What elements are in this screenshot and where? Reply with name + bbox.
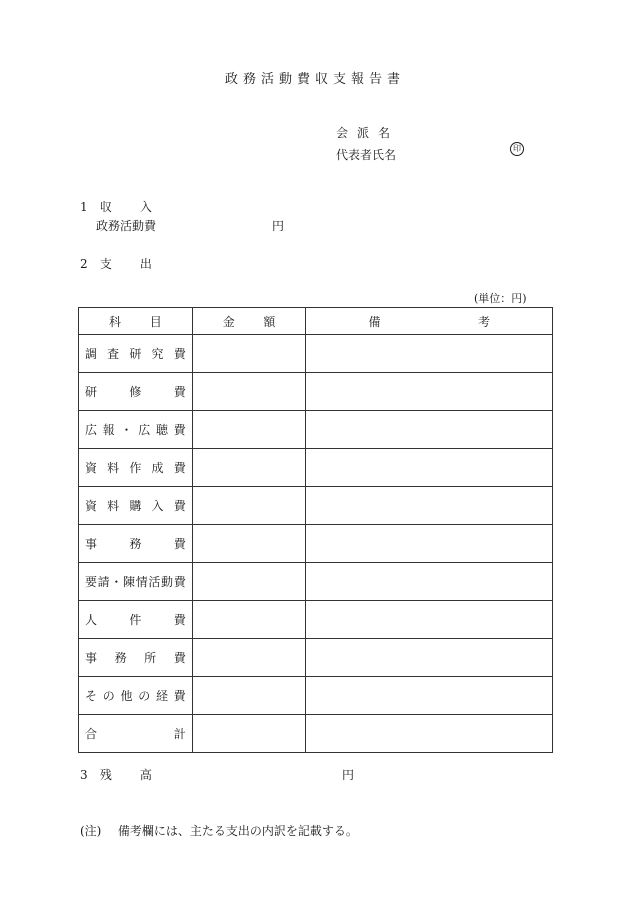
category-label: 研 修 費 <box>85 385 186 399</box>
footnote-text: 備考欄には、主たる支出の内訳を記載する。 <box>117 824 358 838</box>
balance-unit: 円 <box>342 768 355 782</box>
remarks-cell[interactable] <box>306 449 553 487</box>
section-label: 収入 <box>99 200 180 214</box>
category-label: 事 務 費 <box>85 537 186 551</box>
amount-cell[interactable] <box>192 639 306 677</box>
category-cell <box>79 715 193 753</box>
category-cell <box>79 487 193 525</box>
category-label: 要 請 ・ 陳 情 活 動 費 <box>85 575 186 589</box>
table-row <box>79 487 553 525</box>
category-cell <box>79 449 193 487</box>
amount-cell[interactable] <box>192 449 306 487</box>
header-char: 考 <box>477 314 490 329</box>
amount-cell[interactable] <box>192 563 306 601</box>
remarks-cell[interactable] <box>306 373 553 411</box>
category-label: 資 料 作 成 費 <box>85 461 186 475</box>
section-balance-heading <box>80 766 180 783</box>
amount-cell[interactable] <box>192 525 306 563</box>
remarks-cell[interactable] <box>306 411 553 449</box>
expense-table <box>78 307 553 753</box>
category-cell <box>79 373 193 411</box>
table-row <box>79 601 553 639</box>
footnote-tag: (注) <box>80 824 102 838</box>
header-category <box>79 308 193 335</box>
category-cell <box>79 335 193 373</box>
category-cell <box>79 563 193 601</box>
amount-cell[interactable] <box>192 601 306 639</box>
table-row <box>79 639 553 677</box>
category-label: 合 計 <box>85 727 186 741</box>
category-label: 人 件 費 <box>85 613 186 627</box>
header-char: 額 <box>263 314 276 329</box>
category-cell <box>79 677 193 715</box>
remarks-cell[interactable] <box>306 335 553 373</box>
category-cell <box>79 601 193 639</box>
table-row <box>79 677 553 715</box>
document-title: 政務活動費収支報告書 <box>224 72 405 87</box>
section-label: 支出 <box>99 257 180 271</box>
amount-cell[interactable] <box>192 715 306 753</box>
category-label: そ の 他 の 経 費 <box>85 689 186 703</box>
seal-icon: 印 <box>510 142 524 156</box>
table-header-row <box>79 308 553 335</box>
header-remarks <box>306 308 553 335</box>
amount-cell[interactable] <box>192 335 306 373</box>
table-row <box>79 563 553 601</box>
section-expense-heading <box>80 255 180 272</box>
header-char: 科 <box>109 314 122 329</box>
category-label: 事 務 所 費 <box>85 651 186 665</box>
remarks-cell[interactable] <box>306 487 553 525</box>
category-cell <box>79 525 193 563</box>
remarks-cell[interactable] <box>306 639 553 677</box>
amount-cell[interactable] <box>192 487 306 525</box>
section-number: 1 <box>80 200 88 214</box>
remarks-cell[interactable] <box>306 715 553 753</box>
section-number: 2 <box>80 257 88 271</box>
remarks-cell[interactable] <box>306 601 553 639</box>
category-cell <box>79 639 193 677</box>
income-unit: 円 <box>272 219 285 233</box>
table-row <box>79 525 553 563</box>
footnote <box>80 822 358 839</box>
table-row <box>79 373 553 411</box>
amount-cell[interactable] <box>192 677 306 715</box>
table-row <box>79 449 553 487</box>
remarks-cell[interactable] <box>306 563 553 601</box>
amount-cell[interactable] <box>192 411 306 449</box>
header-char: 目 <box>149 314 162 329</box>
header-char: 金 <box>222 314 235 329</box>
income-item-label: 政務活動費 <box>96 219 157 233</box>
header-amount <box>192 308 306 335</box>
unit-note: (単位：円) <box>474 292 527 305</box>
category-label: 資 料 購 入 費 <box>85 499 186 513</box>
header-char: 備 <box>368 314 381 329</box>
section-income-heading <box>80 198 180 215</box>
representative-name-label: 代表者氏名 <box>336 148 397 162</box>
amount-cell[interactable] <box>192 373 306 411</box>
category-label: 広 報 ・ 広 聴 費 <box>85 423 186 437</box>
remarks-cell[interactable] <box>306 677 553 715</box>
table-row <box>79 715 553 753</box>
table-row <box>79 411 553 449</box>
table-row <box>79 335 553 373</box>
faction-name-label: 会派名 <box>336 126 400 140</box>
section-label: 残高 <box>99 768 180 782</box>
remarks-cell[interactable] <box>306 525 553 563</box>
category-label: 調 査 研 究 費 <box>85 347 186 361</box>
category-cell <box>79 411 193 449</box>
section-number: 3 <box>80 768 88 782</box>
